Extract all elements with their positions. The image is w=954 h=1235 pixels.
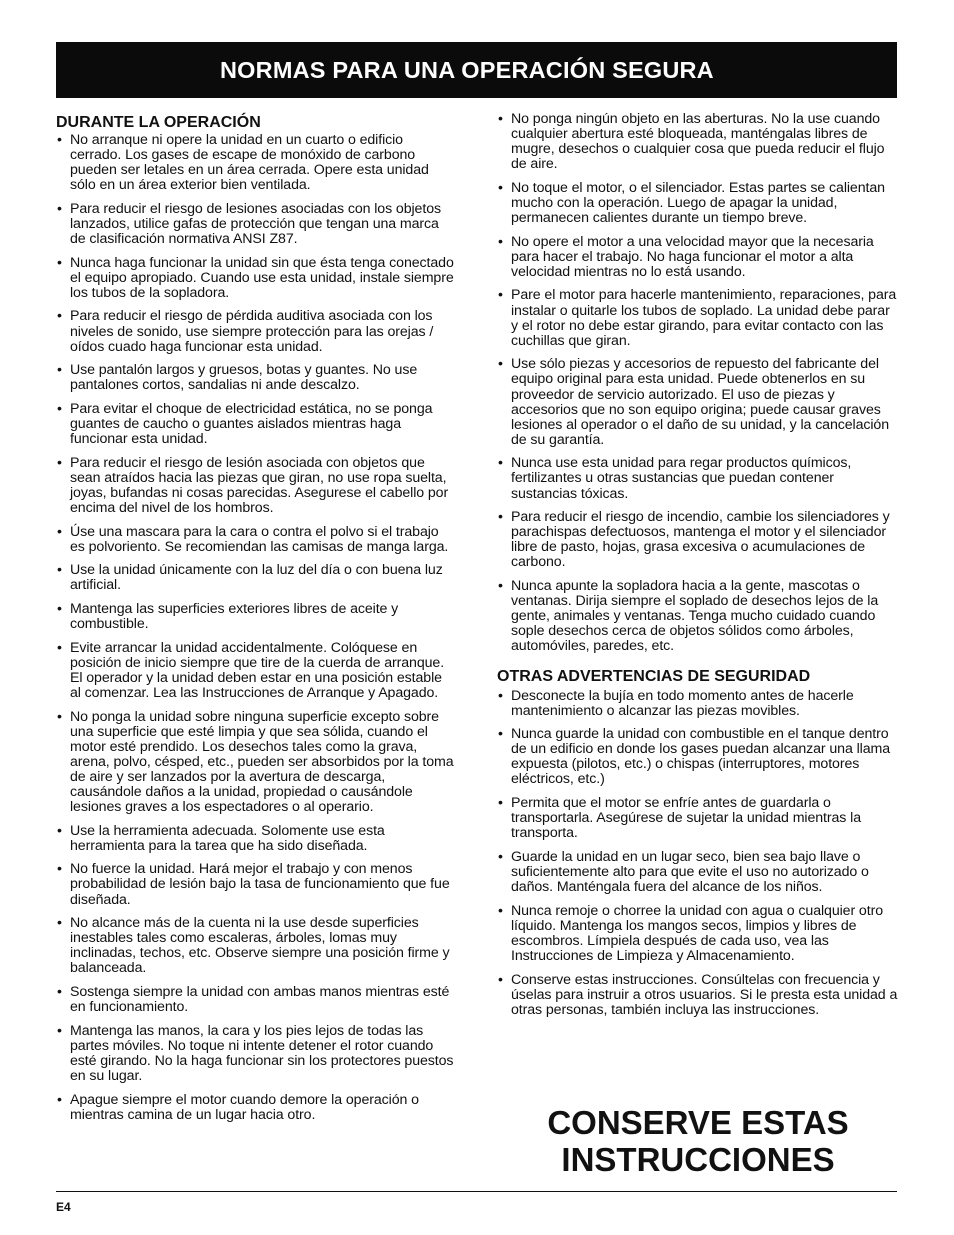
list-item: • Para reducir el riesgo de pérdida auditiva asociada con los niveles de sonido, use siempre protección para las orejas / oídos cuado haga funcionar esta unidad. — [56, 309, 456, 354]
left-column — [56, 112, 456, 1131]
page-number: E4 — [56, 1200, 71, 1214]
list-item: • No ponga la unidad sobre ninguna superficie excepto sobre una superficie que esté limpia y que sea sólida, cuando el motor esté prendido. Los desechos tales como la grava, arena, polvo, césped, etc., pueden ser absorbidos por la toma de aire y ser lanzados por la avertura de descarga, causándole daños a la unidad, propiedad o causándole lesiones graves a los espectadores o al operario. — [56, 710, 456, 816]
right-column — [497, 112, 899, 1026]
list-item: • Conserve estas instrucciones. Consúltelas con frecuencia y úselas para instruir a otros usuarios. Si le presta esta unidad a otras personas, también incluya las instrucciones. — [497, 973, 899, 1018]
list-item: • No fuerce la unidad. Hará mejor el trabajo y con menos probabilidad de lesión bajo la tasa de funcionamiento que fue diseñada. — [56, 862, 456, 907]
list-item: • Sostenga siempre la unidad con ambas manos mientras esté en funcionamiento. — [56, 985, 456, 1015]
list-item: • Mantenga las manos, la cara y los pies lejos de todas las partes móviles. No toque ni intente detener el rotor cuando esté girando. No la haga funcionar sin los protectores puestos en su lugar. — [56, 1024, 456, 1084]
list-item: • Mantenga las superficies exteriores libres de aceite y combustible. — [56, 602, 456, 632]
list-item: • Pare el motor para hacerle mantenimiento, reparaciones, para instalar o quitarle los tubos de soplado. La unidad debe parar y el rotor no debe estar girando, para evitar contacto con las cuchillas que giran. — [497, 288, 899, 348]
other-warnings-heading: OTRAS ADVERTENCIAS DE SEGURIDAD — [497, 667, 811, 685]
list-item: • No alcance más de la cuenta ni la use desde superficies inestables tales como escaleras, árboles, lomas muy inclinadas, techos, etc. Observe siempre una posición firme y balanceada. — [56, 916, 456, 976]
other-warnings-list — [497, 689, 899, 1018]
conserve-line-2: INSTRUCCIONES — [561, 1141, 835, 1178]
during-operation-list-continued — [497, 112, 899, 655]
list-item: • Use pantalón largos y gruesos, botas y guantes. No use pantalones cortos, sandalias ni ande descalzo. — [56, 363, 456, 393]
list-item: • No toque el motor, o el silenciador. Estas partes se calientan mucho con la operación. Luego de apagar la unidad, permanecen calientes durante un tiempo breve. — [497, 181, 899, 226]
page-title: NORMAS PARA UNA OPERACIÓN SEGURA — [220, 56, 714, 83]
conserve-instructions-title — [497, 1104, 899, 1178]
list-item: • Úse una mascara para la cara o contra el polvo si el trabajo es polvoriento. Se recomiendan las camisas de manga larga. — [56, 525, 456, 555]
list-item: • Nunca remoje o chorree la unidad con agua o cualquier otro líquido. Mantenga los mangos secos, limpios y libres de escombros. Límpiela después de cada uso, vea las Instrucciones de Limpieza y Almacenamiento. — [497, 904, 899, 964]
list-item: • Permita que el motor se enfríe antes de guardarla o transportarla. Asegúrese de sujetar la unidad mientras la transporta. — [497, 796, 899, 841]
list-item: • Guarde la unidad en un lugar seco, bien sea bajo llave o suficientemente alto para que evite el uso no autorizado o daños. Manténgala fuera del alcance de los niños. — [497, 850, 899, 895]
list-item: • Desconecte la bujía en todo momento antes de hacerle mantenimiento o alcanzar las piezas movibles. — [497, 689, 899, 719]
list-item: • Use la unidad únicamente con la luz del día o con buena luz artificial. — [56, 563, 456, 593]
list-item: • Nunca guarde la unidad con combustible en el tanque dentro de un edificio en donde los gases puedan alcanzar una llama expuesta (pilotos, etc.) o chispas (interruptores, motores eléctricos, etc.) — [497, 727, 899, 787]
during-operation-list — [56, 133, 456, 1123]
list-item: • Para evitar el choque de electricidad estática, no se ponga guantes de caucho o guantes aislados mientras haga funcionar esta unidad. — [56, 402, 456, 447]
during-operation-heading: DURANTE LA OPERACIÓN — [56, 114, 261, 131]
footer-divider — [56, 1191, 897, 1192]
list-item: • Nunca apunte la sopladora hacia a la gente, mascotas o ventanas. Dirija siempre el soplado de desechos lejos de la gente, animales y ventanas. Tenga mucho cuidado cuando sople desechos cerca de objetos sólidos como árboles, automóviles, paredes, etc. — [497, 579, 899, 654]
list-item: • Nunca haga funcionar la unidad sin que ésta tenga conectado el equipo apropiado. Cuando use esta unidad, instale siempre los tubos de la sopladora. — [56, 256, 456, 301]
list-item: • No ponga ningún objeto en las aberturas. No la use cuando cualquier abertura esté bloqueada, manténgalas libres de mugre, desechos o cualquier cosa que pueda reducir el flujo de aire. — [497, 112, 899, 172]
list-item: • Nunca use esta unidad para regar productos químicos, fertilizantes u otras sustancias que puedan contener sustancias tóxicas. — [497, 456, 899, 501]
list-item: • No arranque ni opere la unidad en un cuarto o edificio cerrado. Los gases de escape de monóxido de carbono pueden ser letales en un área cerrada. Opere esta unidad sólo en un área exterior bien ventilada. — [56, 133, 456, 193]
list-item: • No opere el motor a una velocidad mayor que la necesaria para hacer el trabajo. No haga funcionar el motor a alta velocidad mientras no lo está usando. — [497, 235, 899, 280]
list-item: • Evite arrancar la unidad accidentalmente. Colóquese en posición de inicio siempre que tire de la cuerda de arranque. El operador y la unidad deben estar en una posición estable al comenzar. Lea las Instrucciones de Arranque y Apagado. — [56, 641, 456, 701]
list-item: • Para reducir el riesgo de lesión asociada con objetos que sean atraídos hacia las piezas que giran, no use ropa suelta, joyas, bufandas ni cosas parecidas. Asegurese el cabello por encima del nivel de los hombros. — [56, 456, 456, 516]
list-item: • Use sólo piezas y accesorios de repuesto del fabricante del equipo original para esta unidad. Puede obtenerlos en su proveedor de servicio autorizado. El uso de piezas y accesorios que no son equipo origina; puede causar graves lesiones al operador o el daño de su unidad, y la cancelación de su garantía. — [497, 357, 899, 448]
list-item: • Apague siempre el motor cuando demore la operación o mientras camina de un lugar hacia otro. — [56, 1093, 456, 1123]
list-item: • Para reducir el riesgo de lesiones asociadas con los objetos lanzados, utilice gafas de protección que tengan una marca de clasificación normativa ANSI Z87. — [56, 202, 456, 247]
list-item: • Para reducir el riesgo de incendio, cambie los silenciadores y parachispas defectuosos, mantenga el motor y el silenciador libre de pasto, hojas, grasa excesiva o acumulaciones de carbono. — [497, 510, 899, 570]
conserve-line-1: CONSERVE ESTAS — [547, 1104, 849, 1141]
section-title-banner — [56, 42, 897, 98]
list-item: • Use la herramienta adecuada. Solomente use esta herramienta para la tarea que ha sido diseñada. — [56, 824, 456, 854]
